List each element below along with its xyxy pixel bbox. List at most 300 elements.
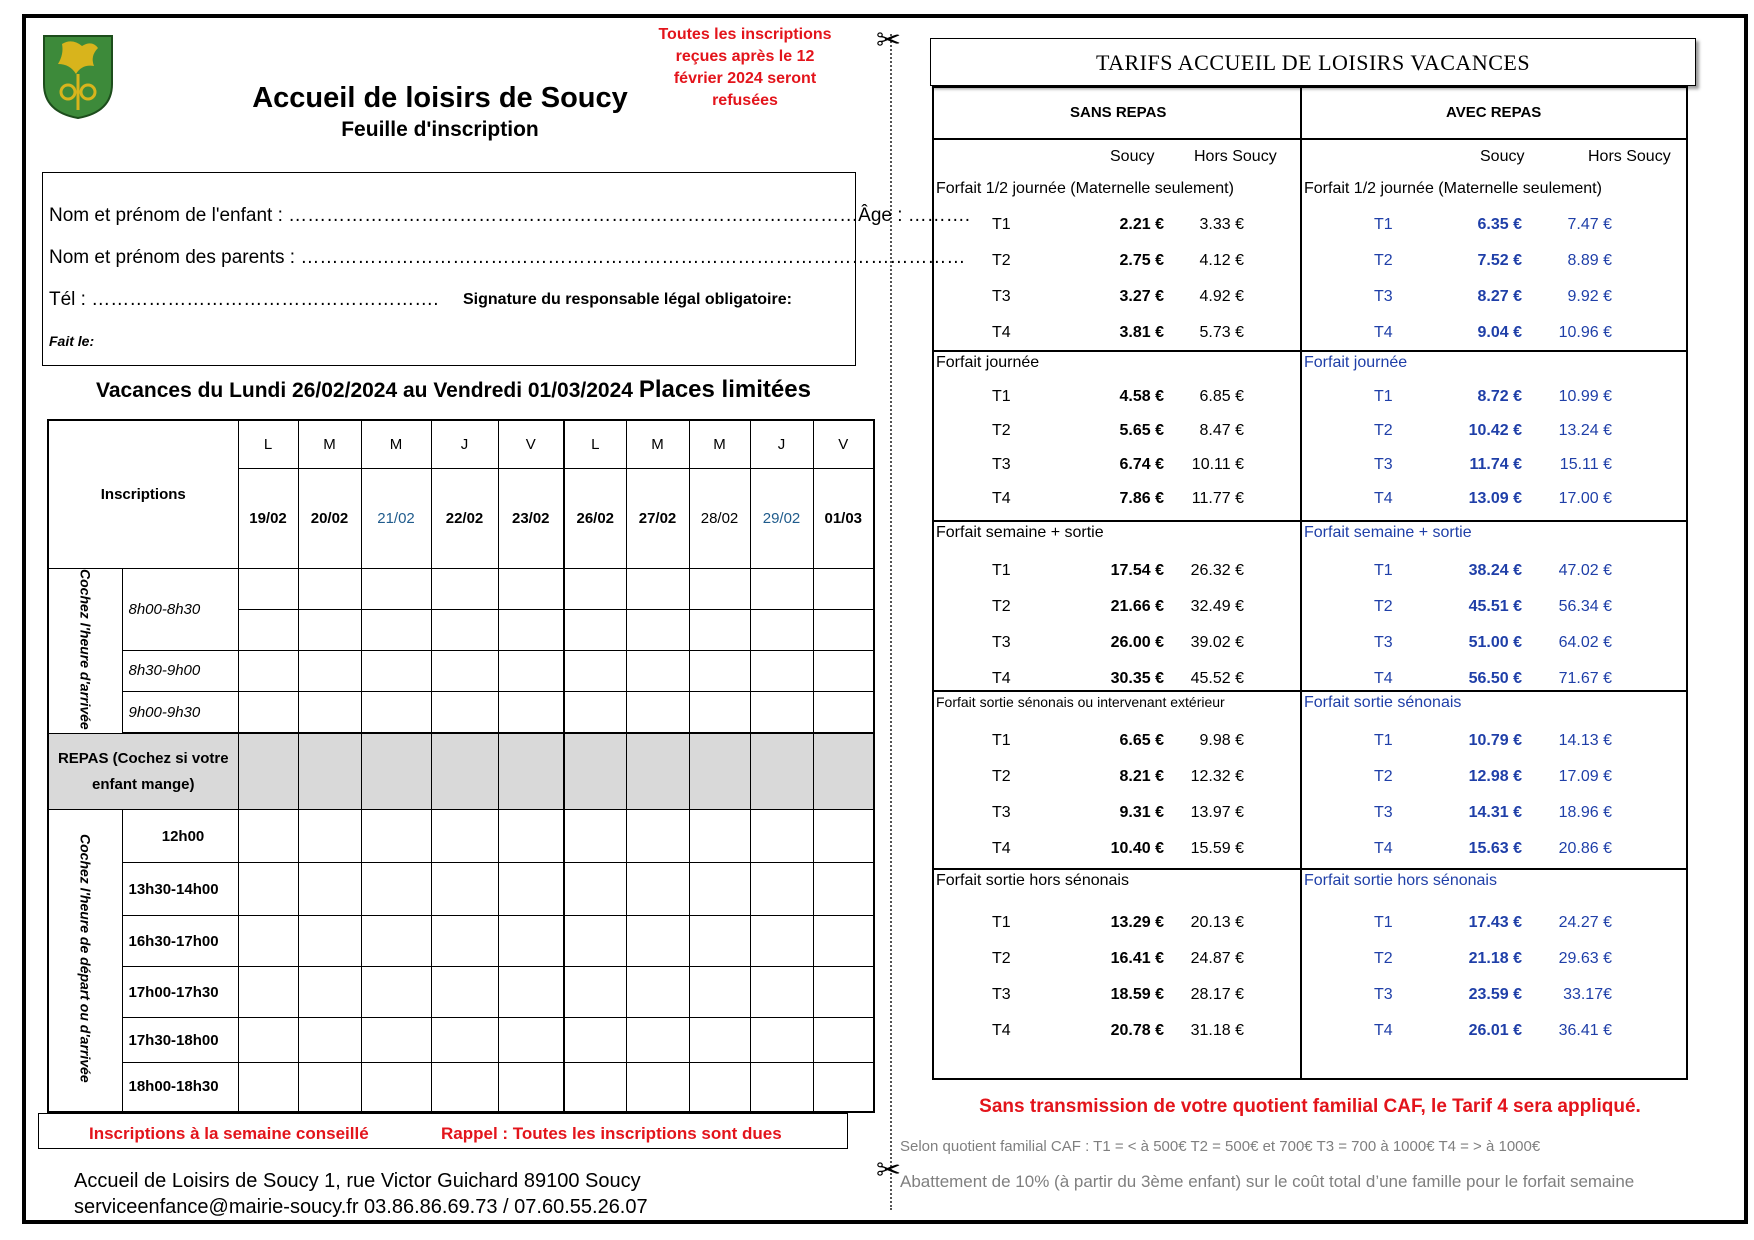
price-sans-soucy: 18.59 € <box>1110 986 1164 1003</box>
sans-repas-header: SANS REPAS <box>1070 104 1167 121</box>
price-avec-hors: 29.63 € <box>1558 950 1612 967</box>
tier-label: T1 <box>1374 914 1393 931</box>
check-cell[interactable] <box>626 863 689 916</box>
day-header: M <box>298 420 361 468</box>
check-cell[interactable] <box>498 916 564 967</box>
check-cell[interactable] <box>813 1018 874 1063</box>
check-cell[interactable] <box>626 1063 689 1112</box>
check-cell[interactable] <box>813 650 874 691</box>
price-sans-hors: 13.97 € <box>1190 804 1244 821</box>
departure-slot: 18h00-18h30 <box>122 1063 238 1112</box>
date-header: 27/02 <box>626 468 689 568</box>
price-avec-hors: 17.00 € <box>1558 490 1612 507</box>
check-cell[interactable] <box>238 916 298 967</box>
tier-label: T3 <box>992 634 1011 651</box>
price-avec-hors: 24.27 € <box>1558 914 1612 931</box>
check-cell[interactable] <box>564 1063 626 1112</box>
scissors-icon: ✂ <box>876 1153 902 1188</box>
check-cell[interactable] <box>564 650 626 691</box>
tier-label: T2 <box>1374 950 1393 967</box>
check-cell[interactable] <box>298 568 361 609</box>
price-sans-soucy: 7.86 € <box>1119 490 1164 507</box>
date-header: 23/02 <box>498 468 564 568</box>
tier-label: T3 <box>1374 634 1393 651</box>
tier-label: T1 <box>992 562 1011 579</box>
check-cell[interactable] <box>361 1018 431 1063</box>
check-cell[interactable] <box>361 863 431 916</box>
check-cell[interactable] <box>689 650 750 691</box>
check-cell[interactable] <box>689 1063 750 1112</box>
column-divider <box>1300 88 1302 1078</box>
tier-label: T4 <box>1374 840 1393 857</box>
day-header: J <box>431 420 498 468</box>
inscriptions-header: Inscriptions <box>48 420 238 568</box>
price-sans-hors: 3.33 € <box>1199 216 1244 233</box>
scissors-icon: ✂ <box>876 23 902 58</box>
price-avec-hors: 10.96 € <box>1558 324 1612 341</box>
check-cell[interactable] <box>689 967 750 1018</box>
price-avec-hors: 13.24 € <box>1558 422 1612 439</box>
tier-label: T4 <box>992 840 1011 857</box>
price-sans-soucy: 17.54 € <box>1110 562 1164 579</box>
avec-section-label: Forfait sortie sénonais <box>1304 694 1462 711</box>
check-cell[interactable] <box>689 609 750 650</box>
check-cell[interactable] <box>238 609 298 650</box>
price-sans-soucy: 9.31 € <box>1119 804 1164 821</box>
meal-cell[interactable] <box>564 734 626 810</box>
tier-label: T2 <box>1374 768 1393 785</box>
check-cell[interactable] <box>431 609 498 650</box>
tier-label: T2 <box>992 422 1011 439</box>
price-avec-hors: 14.13 € <box>1558 732 1612 749</box>
sans-section-label: Forfait sortie hors sénonais <box>936 872 1129 889</box>
check-cell[interactable] <box>750 1063 813 1112</box>
tier-label: T3 <box>1374 288 1393 305</box>
tier-label: T3 <box>1374 804 1393 821</box>
day-header: L <box>564 420 626 468</box>
price-avec-soucy: 15.63 € <box>1468 840 1522 857</box>
check-cell[interactable] <box>564 1018 626 1063</box>
check-cell[interactable] <box>431 810 498 863</box>
check-cell[interactable] <box>498 1063 564 1112</box>
vacation-dates: Vacances du Lundi 26/02/2024 au Vendredi 01/03/2024 Places limitées <box>96 376 811 403</box>
price-sans-hors: 31.18 € <box>1190 1022 1244 1039</box>
check-cell[interactable] <box>813 609 874 650</box>
tier-label: T4 <box>1374 1022 1393 1039</box>
price-avec-hors: 64.02 € <box>1558 634 1612 651</box>
price-sans-soucy: 8.21 € <box>1119 768 1164 785</box>
check-cell[interactable] <box>813 863 874 916</box>
price-avec-soucy: 9.04 € <box>1477 324 1522 341</box>
price-sans-soucy: 4.58 € <box>1119 388 1164 405</box>
departure-slot: 12h00 <box>122 810 238 863</box>
price-sans-hors: 5.73 € <box>1199 324 1244 341</box>
check-cell[interactable] <box>431 568 498 609</box>
tier-label: T2 <box>992 598 1011 615</box>
day-header: L <box>238 420 298 468</box>
signature-label: Signature du responsable légal obligatoire: <box>463 291 792 308</box>
price-sans-soucy: 2.75 € <box>1119 252 1164 269</box>
check-cell[interactable] <box>689 863 750 916</box>
day-header: M <box>626 420 689 468</box>
section-rule <box>934 690 1686 692</box>
check-cell[interactable] <box>689 810 750 863</box>
price-avec-soucy: 12.98 € <box>1468 768 1522 785</box>
date-header: 21/02 <box>361 468 431 568</box>
check-cell[interactable] <box>626 691 689 732</box>
check-cell[interactable] <box>238 1018 298 1063</box>
check-cell[interactable] <box>298 609 361 650</box>
tier-label: T1 <box>992 216 1011 233</box>
date-header: 01/03 <box>813 468 874 568</box>
price-sans-soucy: 21.66 € <box>1110 598 1164 615</box>
tier-label: T3 <box>992 456 1011 473</box>
tier-label: T4 <box>992 490 1011 507</box>
price-sans-hors: 32.49 € <box>1190 598 1244 615</box>
check-cell[interactable] <box>498 568 564 609</box>
tier-label: T2 <box>992 768 1011 785</box>
check-cell[interactable] <box>431 967 498 1018</box>
header-rule <box>934 138 1686 140</box>
tier-label: T1 <box>992 732 1011 749</box>
day-header: J <box>750 420 813 468</box>
check-cell[interactable] <box>238 568 298 609</box>
price-sans-soucy: 5.65 € <box>1119 422 1164 439</box>
check-cell[interactable] <box>626 810 689 863</box>
price-avec-soucy: 38.24 € <box>1468 562 1522 579</box>
check-cell[interactable] <box>564 691 626 732</box>
check-cell[interactable] <box>498 1018 564 1063</box>
day-header: V <box>813 420 874 468</box>
check-cell[interactable] <box>431 863 498 916</box>
price-avec-soucy: 14.31 € <box>1468 804 1522 821</box>
check-cell[interactable] <box>238 810 298 863</box>
check-cell[interactable] <box>813 810 874 863</box>
check-cell[interactable] <box>498 967 564 1018</box>
check-cell[interactable] <box>750 863 813 916</box>
check-cell[interactable] <box>298 1018 361 1063</box>
price-avec-soucy: 45.51 € <box>1468 598 1522 615</box>
meal-cell[interactable] <box>689 734 750 810</box>
check-cell[interactable] <box>564 810 626 863</box>
tier-label: T2 <box>1374 598 1393 615</box>
check-cell[interactable] <box>498 691 564 732</box>
price-sans-hors: 26.32 € <box>1190 562 1244 579</box>
check-cell[interactable] <box>431 1063 498 1112</box>
price-avec-hors: 20.86 € <box>1558 840 1612 857</box>
price-avec-soucy: 8.27 € <box>1477 288 1522 305</box>
check-cell[interactable] <box>361 967 431 1018</box>
price-avec-hors: 18.96 € <box>1558 804 1612 821</box>
meal-cell[interactable] <box>238 734 298 810</box>
tier-label: T4 <box>1374 324 1393 341</box>
price-sans-hors: 20.13 € <box>1190 914 1244 931</box>
identity-form <box>42 172 971 366</box>
check-cell[interactable] <box>750 810 813 863</box>
date-header: 28/02 <box>689 468 750 568</box>
check-cell[interactable] <box>626 650 689 691</box>
check-cell[interactable] <box>361 1063 431 1112</box>
section-rule <box>934 350 1686 352</box>
page-title: Accueil de loisirs de Soucy <box>252 82 628 114</box>
check-cell[interactable] <box>813 967 874 1018</box>
price-avec-hors: 7.47 € <box>1567 216 1612 233</box>
tariffs-title: TARIFS ACCUEIL DE LOISIRS VACANCES <box>930 38 1696 86</box>
check-cell[interactable] <box>750 691 813 732</box>
meal-cell[interactable] <box>498 734 564 810</box>
check-cell[interactable] <box>626 609 689 650</box>
contact: serviceenfance@mairie-soucy.fr 03.86.86.69.73 / 07.60.55.26.07 <box>74 1196 648 1218</box>
check-cell[interactable] <box>750 916 813 967</box>
departure-group-label: Cochez l'heure de départ ou d'arrivée <box>48 810 122 1112</box>
col-soucy: Soucy <box>1110 148 1155 165</box>
price-sans-hors: 45.52 € <box>1190 670 1244 687</box>
departure-slot: 17h30-18h00 <box>122 1018 238 1063</box>
price-avec-hors: 33.17€ <box>1563 986 1612 1003</box>
tariffs-table <box>932 86 1688 1080</box>
price-sans-soucy: 6.74 € <box>1119 456 1164 473</box>
check-cell[interactable] <box>498 650 564 691</box>
price-sans-hors: 6.85 € <box>1199 388 1244 405</box>
arrival-slot: 9h00-9h30 <box>122 691 238 732</box>
check-cell[interactable] <box>689 916 750 967</box>
check-cell[interactable] <box>498 810 564 863</box>
date-header: 29/02 <box>750 468 813 568</box>
departure-slot: 13h30-14h00 <box>122 863 238 916</box>
payment-reminder: Rappel : Toutes les inscriptions sont dues <box>441 1124 782 1143</box>
check-cell[interactable] <box>431 916 498 967</box>
tier-label: T3 <box>992 288 1011 305</box>
price-sans-hors: 8.47 € <box>1199 422 1244 439</box>
check-cell[interactable] <box>750 609 813 650</box>
check-cell[interactable] <box>298 691 361 732</box>
price-sans-soucy: 3.27 € <box>1119 288 1164 305</box>
check-cell[interactable] <box>361 916 431 967</box>
price-sans-soucy: 26.00 € <box>1110 634 1164 651</box>
inscription-table <box>47 419 875 1113</box>
tier-label: T3 <box>1374 456 1393 473</box>
check-cell[interactable] <box>361 609 431 650</box>
day-header: V <box>498 420 564 468</box>
price-avec-hors: 47.02 € <box>1558 562 1612 579</box>
child-name-field[interactable]: Nom et prénom de l'enfant : ………………………………………………………………………………Âge : ………. <box>49 205 971 226</box>
check-cell[interactable] <box>361 810 431 863</box>
date-header: 19/02 <box>238 468 298 568</box>
check-cell[interactable] <box>238 691 298 732</box>
address-block <box>74 1168 648 1220</box>
check-cell[interactable] <box>564 967 626 1018</box>
check-cell[interactable] <box>564 609 626 650</box>
price-sans-hors: 28.17 € <box>1190 986 1244 1003</box>
check-cell[interactable] <box>626 967 689 1018</box>
tier-label: T2 <box>992 950 1011 967</box>
check-cell[interactable] <box>361 691 431 732</box>
price-sans-soucy: 20.78 € <box>1110 1022 1164 1039</box>
check-cell[interactable] <box>750 568 813 609</box>
price-sans-soucy: 10.40 € <box>1110 840 1164 857</box>
advice-box <box>38 1113 848 1149</box>
check-cell[interactable] <box>361 650 431 691</box>
tier-label: T3 <box>992 986 1011 1003</box>
price-sans-soucy: 3.81 € <box>1119 324 1164 341</box>
check-cell[interactable] <box>813 691 874 732</box>
check-cell[interactable] <box>626 568 689 609</box>
check-cell[interactable] <box>238 863 298 916</box>
tier-label: T1 <box>992 914 1011 931</box>
check-cell[interactable] <box>431 691 498 732</box>
price-avec-soucy: 11.74 € <box>1469 456 1522 473</box>
tier-label: T2 <box>992 252 1011 269</box>
tier-label: T4 <box>992 1022 1011 1039</box>
check-cell[interactable] <box>564 568 626 609</box>
tier-label: T1 <box>992 388 1011 405</box>
page-subtitle: Feuille d'inscription <box>341 118 539 141</box>
price-avec-hors: 10.99 € <box>1558 388 1612 405</box>
check-cell[interactable] <box>689 1018 750 1063</box>
sans-section-label: Forfait semaine + sortie <box>936 524 1104 541</box>
departure-slot: 17h00-17h30 <box>122 967 238 1018</box>
check-cell[interactable] <box>689 568 750 609</box>
price-avec-hors: 71.67 € <box>1558 670 1612 687</box>
tier-label: T4 <box>992 324 1011 341</box>
avec-section-label: Forfait semaine + sortie <box>1304 524 1472 541</box>
tier-label: T2 <box>1374 422 1393 439</box>
discount-note: Abattement de 10% (à partir du 3ème enfant) sur le coût total d’une famille pour le forfait semaine <box>900 1172 1635 1191</box>
check-cell[interactable] <box>298 863 361 916</box>
meal-cell[interactable] <box>361 734 431 810</box>
check-cell[interactable] <box>813 1063 874 1112</box>
arrival-group-label: Cochez l'heure d'arrivée <box>48 568 122 734</box>
deadline-warning: Toutes les inscriptions reçues après le 12 février 2024 seront refusées <box>658 26 832 109</box>
quotient-note: Selon quotient familial CAF : T1 = < à 500€ T2 = 500€ et 700€ T3 = 700 à 1000€ T4 = > à 1000€ <box>900 1138 1541 1155</box>
address: Accueil de Loisirs de Soucy 1, rue Victor Guichard 89100 Soucy <box>74 1170 641 1192</box>
check-cell[interactable] <box>238 650 298 691</box>
check-cell[interactable] <box>750 967 813 1018</box>
sans-section-label: Forfait journée <box>936 354 1040 371</box>
price-sans-soucy: 6.65 € <box>1119 732 1164 749</box>
check-cell[interactable] <box>813 916 874 967</box>
check-cell[interactable] <box>298 810 361 863</box>
price-avec-soucy: 23.59 € <box>1468 986 1522 1003</box>
check-cell[interactable] <box>238 967 298 1018</box>
tier-label: T4 <box>1374 670 1393 687</box>
price-avec-soucy: 10.42 € <box>1468 422 1522 439</box>
price-sans-soucy: 2.21 € <box>1119 216 1164 233</box>
check-cell[interactable] <box>238 1063 298 1112</box>
date-header: 26/02 <box>564 468 626 568</box>
tier-label: T3 <box>1374 986 1393 1003</box>
tier-label: T1 <box>1374 562 1393 579</box>
check-cell[interactable] <box>361 568 431 609</box>
tier-label: T4 <box>1374 490 1393 507</box>
parents-name-field[interactable]: Nom et prénom des parents : …………………………………………………………………………………………… <box>49 247 966 268</box>
price-avec-soucy: 17.43 € <box>1468 914 1522 931</box>
limited-places: Places limitées <box>638 376 811 403</box>
price-sans-hors: 4.12 € <box>1199 252 1244 269</box>
weekly-advice: Inscriptions à la semaine conseillé <box>89 1124 369 1143</box>
price-avec-hors: 17.09 € <box>1558 768 1612 785</box>
col-soucy: Soucy <box>1480 148 1525 165</box>
check-cell[interactable] <box>750 650 813 691</box>
check-cell[interactable] <box>689 691 750 732</box>
date-header: 20/02 <box>298 468 361 568</box>
price-sans-hors: 15.59 € <box>1190 840 1244 857</box>
price-avec-soucy: 21.18 € <box>1468 950 1522 967</box>
check-cell[interactable] <box>431 1018 498 1063</box>
phone-field[interactable]: Tél : ………………………………………………. <box>49 289 439 310</box>
meal-cell[interactable] <box>431 734 498 810</box>
check-cell[interactable] <box>298 967 361 1018</box>
departure-slot: 16h30-17h00 <box>122 916 238 967</box>
date-header: 22/02 <box>431 468 498 568</box>
tier-label: T1 <box>1374 732 1393 749</box>
tier-label: T1 <box>1374 216 1393 233</box>
price-sans-hors: 24.87 € <box>1190 950 1244 967</box>
avec-repas-header: AVEC REPAS <box>1446 104 1542 121</box>
arrival-slot: 8h00-8h30 <box>122 568 238 650</box>
check-cell[interactable] <box>626 1018 689 1063</box>
col-hors-soucy: Hors Soucy <box>1588 148 1671 165</box>
arrival-slot: 8h30-9h00 <box>122 650 238 691</box>
tier-label: T2 <box>1374 252 1393 269</box>
meal-cell[interactable] <box>750 734 813 810</box>
price-sans-soucy: 16.41 € <box>1110 950 1164 967</box>
price-avec-soucy: 56.50 € <box>1468 670 1522 687</box>
price-sans-soucy: 30.35 € <box>1110 670 1164 687</box>
check-cell[interactable] <box>564 863 626 916</box>
section-rule <box>934 520 1686 522</box>
check-cell[interactable] <box>498 609 564 650</box>
sans-section-label: Forfait sortie sénonais ou intervenant extérieur <box>936 694 1225 710</box>
date-label: Fait le: <box>49 333 95 349</box>
price-sans-hors: 11.77 € <box>1191 490 1244 507</box>
check-cell[interactable] <box>564 916 626 967</box>
check-cell[interactable] <box>298 650 361 691</box>
meal-cell[interactable] <box>298 734 361 810</box>
price-avec-soucy: 51.00 € <box>1468 634 1522 651</box>
price-avec-hors: 36.41 € <box>1558 1022 1612 1039</box>
col-hors-soucy: Hors Soucy <box>1194 148 1277 165</box>
meal-cell[interactable] <box>626 734 689 810</box>
price-sans-hors: 4.92 € <box>1199 288 1244 305</box>
price-sans-hors: 39.02 € <box>1190 634 1244 651</box>
price-sans-hors: 10.11 € <box>1191 456 1244 473</box>
avec-section-label: Forfait journée <box>1304 354 1408 371</box>
town-crest-logo <box>42 34 114 120</box>
check-cell[interactable] <box>498 863 564 916</box>
tier-label: T3 <box>992 804 1011 821</box>
check-cell[interactable] <box>298 1063 361 1112</box>
check-cell[interactable] <box>298 916 361 967</box>
price-avec-soucy: 6.35 € <box>1477 216 1522 233</box>
price-avec-soucy: 13.09 € <box>1468 490 1522 507</box>
tier-label: T1 <box>1374 388 1393 405</box>
meal-cell[interactable] <box>813 734 874 810</box>
price-sans-soucy: 13.29 € <box>1110 914 1164 931</box>
price-avec-hors: 15.11 € <box>1559 456 1612 473</box>
avec-section-label: Forfait 1/2 journée (Maternelle seulement) <box>1304 180 1602 197</box>
check-cell[interactable] <box>431 650 498 691</box>
check-cell[interactable] <box>813 568 874 609</box>
price-avec-hors: 56.34 € <box>1558 598 1612 615</box>
avec-section-label: Forfait sortie hors sénonais <box>1304 872 1497 889</box>
price-sans-hors: 12.32 € <box>1190 768 1244 785</box>
price-avec-soucy: 10.79 € <box>1468 732 1522 749</box>
check-cell[interactable] <box>750 1018 813 1063</box>
price-avec-hors: 8.89 € <box>1567 252 1612 269</box>
section-rule <box>934 868 1686 870</box>
check-cell[interactable] <box>626 916 689 967</box>
